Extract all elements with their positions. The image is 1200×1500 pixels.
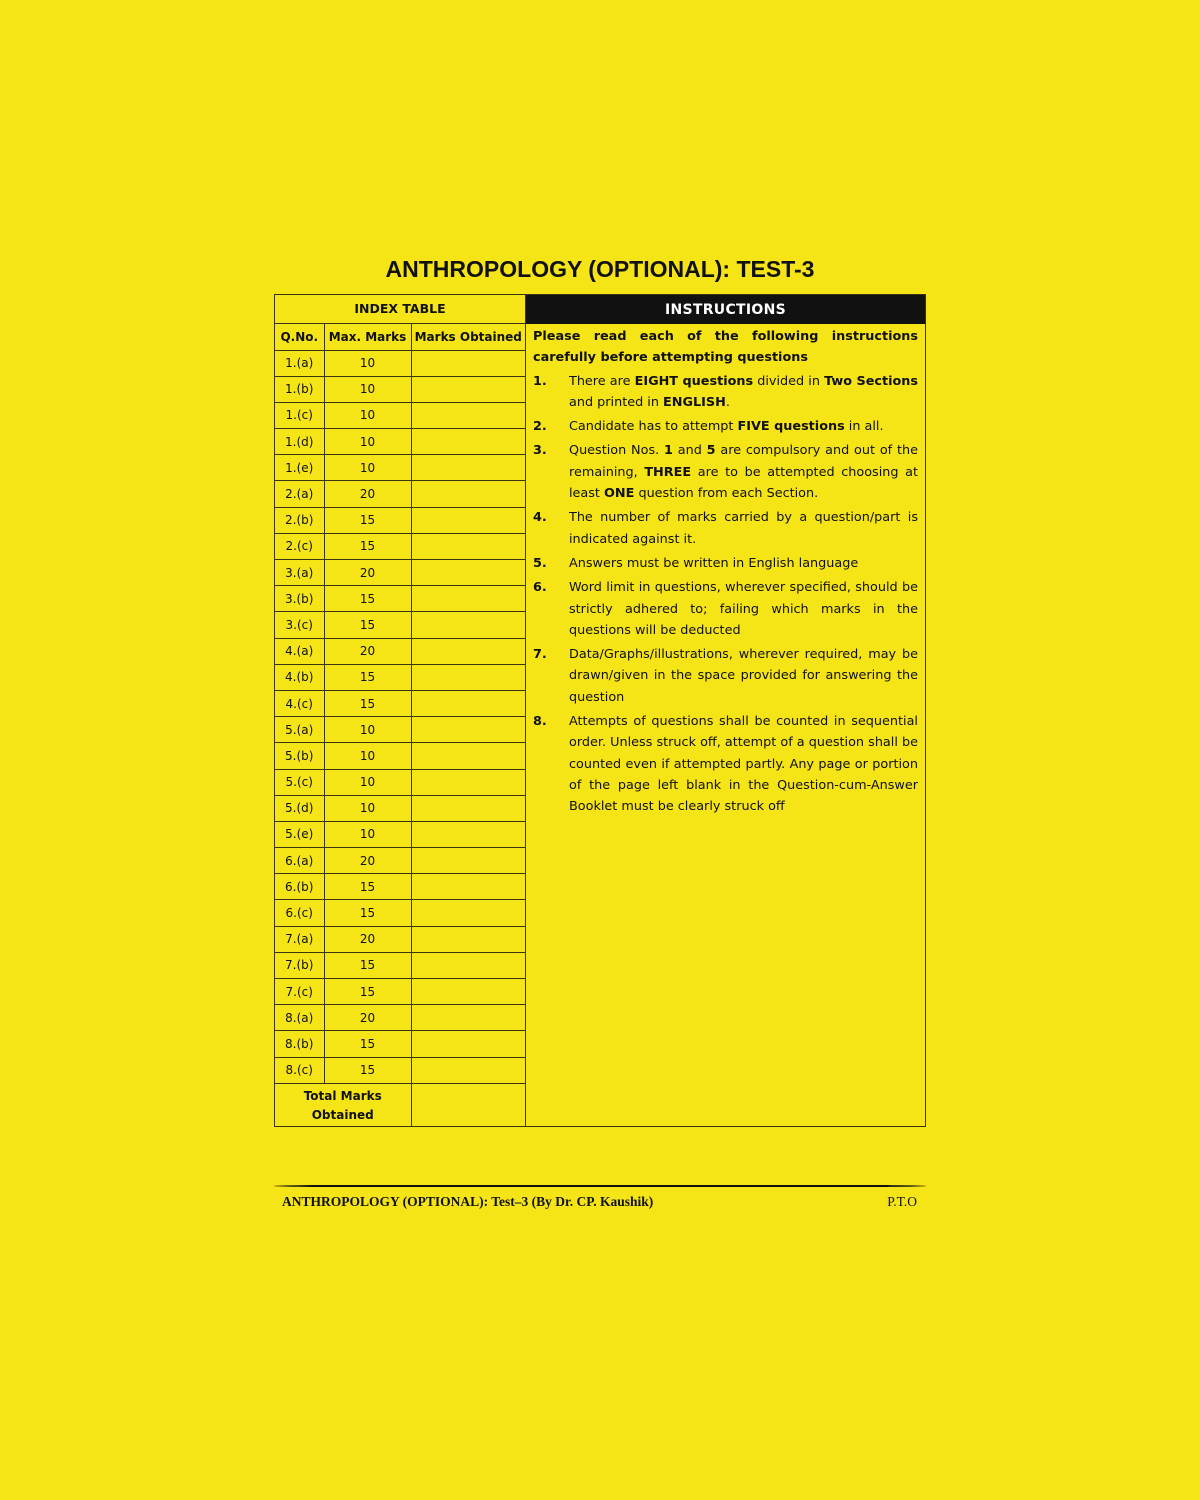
qno-cell: 5.(a) [275, 717, 324, 743]
instruction-item [533, 440, 918, 504]
qno-cell: 4.(b) [275, 664, 324, 690]
instruction-text-segment: and [672, 443, 707, 459]
marks-obtained-cell[interactable] [411, 533, 525, 559]
marks-obtained-cell[interactable] [411, 402, 525, 428]
qno-cell: 4.(c) [275, 690, 324, 716]
instructions-panel [526, 295, 925, 1126]
table-row [275, 664, 525, 690]
max-marks-cell: 10 [324, 429, 411, 455]
instruction-emphasis: Two Sections [824, 373, 919, 389]
instructions-intro: Please read each of the following instructions carefully before attempting questions [533, 329, 918, 366]
marks-obtained-cell[interactable] [411, 979, 525, 1005]
max-marks-cell: 10 [324, 402, 411, 428]
marks-obtained-cell[interactable] [411, 350, 525, 376]
marks-obtained-cell[interactable] [411, 926, 525, 952]
max-marks-cell: 15 [324, 612, 411, 638]
instruction-text-segment: Data/Graphs/illustrations, wherever required, may be drawn/given in the space provided for answering the question [569, 647, 918, 705]
column-header-max-marks: Max. Marks [324, 323, 411, 350]
table-row [275, 481, 525, 507]
instruction-text-segment: are compulsory and out of the remaining, [569, 443, 918, 480]
qno-cell: 2.(a) [275, 481, 324, 507]
total-marks-obtained-cell[interactable] [411, 1083, 525, 1127]
marks-obtained-cell[interactable] [411, 429, 525, 455]
marks-obtained-cell[interactable] [411, 455, 525, 481]
table-row [275, 874, 525, 900]
qno-cell: 7.(a) [275, 926, 324, 952]
instruction-text-segment: in all. [844, 419, 884, 435]
qno-cell: 6.(c) [275, 900, 324, 926]
max-marks-cell: 10 [324, 376, 411, 402]
marks-obtained-cell[interactable] [411, 769, 525, 795]
column-header-marks-obtained: Marks Obtained [411, 323, 525, 350]
qno-cell: 1.(a) [275, 350, 324, 376]
instruction-emphasis: FIVE questions [737, 419, 845, 435]
marks-obtained-cell[interactable] [411, 743, 525, 769]
marks-obtained-cell[interactable] [411, 1005, 525, 1031]
instruction-emphasis: 5 [706, 443, 716, 459]
instruction-text-segment: are to be attempted choosing at least [569, 464, 918, 502]
instruction-text-segment: and printed in [569, 394, 664, 410]
index-table [275, 295, 525, 1127]
marks-obtained-cell[interactable] [411, 1031, 525, 1057]
table-row [275, 795, 525, 821]
max-marks-cell: 20 [324, 481, 411, 507]
table-row [275, 533, 525, 559]
table-row [275, 979, 525, 1005]
table-row [275, 376, 525, 402]
cover-sheet [274, 294, 926, 1127]
page-title: ANTHROPOLOGY (OPTIONAL): TEST-3 [385, 256, 815, 282]
qno-cell: 2.(b) [275, 507, 324, 533]
marks-obtained-cell[interactable] [411, 638, 525, 664]
table-row [275, 455, 525, 481]
marks-obtained-cell[interactable] [411, 1057, 525, 1083]
instruction-text-segment: Question Nos. [569, 443, 665, 459]
total-marks-label-line2: Obtained [311, 1107, 374, 1122]
marks-obtained-cell[interactable] [411, 481, 525, 507]
max-marks-cell: 15 [324, 690, 411, 716]
instruction-text [569, 440, 918, 504]
table-row [275, 900, 525, 926]
marks-obtained-cell[interactable] [411, 900, 525, 926]
instruction-number: 2. [533, 419, 547, 435]
instruction-item [533, 553, 918, 574]
max-marks-cell: 15 [324, 1031, 411, 1057]
instruction-text [569, 711, 918, 817]
instruction-text-segment: . [725, 394, 730, 410]
max-marks-cell: 20 [324, 848, 411, 874]
max-marks-cell: 10 [324, 821, 411, 847]
instruction-text-segment: There are [569, 373, 635, 389]
instruction-emphasis: THREE [644, 464, 692, 480]
max-marks-cell: 20 [324, 560, 411, 586]
marks-obtained-cell[interactable] [411, 795, 525, 821]
max-marks-cell: 15 [324, 979, 411, 1005]
table-row [275, 1057, 525, 1083]
max-marks-cell: 20 [324, 926, 411, 952]
table-row [275, 638, 525, 664]
qno-cell: 8.(c) [275, 1057, 324, 1083]
instruction-number: 5. [533, 555, 547, 571]
instruction-number: 7. [533, 647, 547, 663]
max-marks-cell: 20 [324, 1005, 411, 1031]
instruction-number: 8. [533, 714, 547, 730]
qno-cell: 5.(d) [275, 795, 324, 821]
instruction-text-segment: Candidate has to attempt [569, 419, 738, 435]
qno-cell: 3.(c) [275, 612, 324, 638]
instruction-number: 3. [533, 443, 547, 459]
instruction-number: 6. [533, 580, 547, 596]
instruction-item [533, 644, 918, 708]
marks-obtained-cell[interactable] [411, 848, 525, 874]
instruction-text-segment: divided in [753, 373, 825, 389]
qno-cell: 1.(c) [275, 402, 324, 428]
max-marks-cell: 15 [324, 664, 411, 690]
max-marks-cell: 10 [324, 769, 411, 795]
qno-cell: 5.(e) [275, 821, 324, 847]
table-row [275, 612, 525, 638]
marks-obtained-cell[interactable] [411, 612, 525, 638]
qno-cell: 6.(a) [275, 848, 324, 874]
max-marks-cell: 15 [324, 533, 411, 559]
qno-cell: 3.(a) [275, 560, 324, 586]
table-row [275, 1031, 525, 1057]
table-row [275, 560, 525, 586]
qno-cell: 2.(c) [275, 533, 324, 559]
footer-divider [274, 1184, 926, 1188]
marks-obtained-cell[interactable] [411, 586, 525, 612]
max-marks-cell: 15 [324, 900, 411, 926]
table-row [275, 429, 525, 455]
max-marks-cell: 10 [324, 743, 411, 769]
qno-cell: 5.(c) [275, 769, 324, 795]
table-row [275, 586, 525, 612]
table-row [275, 402, 525, 428]
total-marks-label-line1: Total Marks [303, 1088, 382, 1103]
index-table-panel [275, 295, 526, 1126]
qno-cell: 6.(b) [275, 874, 324, 900]
marks-obtained-cell[interactable] [411, 507, 525, 533]
instruction-text [569, 371, 918, 414]
instruction-text [569, 507, 918, 550]
max-marks-cell: 15 [324, 507, 411, 533]
qno-cell: 3.(b) [275, 586, 324, 612]
instruction-item [533, 577, 918, 641]
table-row [275, 1005, 525, 1031]
table-row [275, 507, 525, 533]
table-row [275, 952, 525, 978]
instruction-text-segment: Word limit in questions, wherever specified, should be strictly adhered to; failing which marks in the questions will be deducted [569, 580, 918, 638]
footer-title: ANTHROPOLOGY (OPTIONAL): Test–3 (By Dr. CP. Kaushik) [282, 1194, 654, 1209]
table-row [275, 926, 525, 952]
qno-cell: 8.(a) [275, 1005, 324, 1031]
max-marks-cell: 15 [324, 874, 411, 900]
total-marks-label [275, 1083, 411, 1127]
instruction-text [569, 553, 918, 574]
qno-cell: 8.(b) [275, 1031, 324, 1057]
table-row [275, 848, 525, 874]
instruction-item [533, 371, 918, 414]
max-marks-cell: 15 [324, 952, 411, 978]
marks-obtained-cell[interactable] [411, 952, 525, 978]
marks-obtained-cell[interactable] [411, 821, 525, 847]
instruction-item [533, 507, 918, 550]
instruction-emphasis: 1 [664, 443, 673, 459]
qno-cell: 5.(b) [275, 743, 324, 769]
qno-cell: 7.(b) [275, 952, 324, 978]
marks-obtained-cell[interactable] [411, 690, 525, 716]
max-marks-cell: 10 [324, 350, 411, 376]
instructions-list [533, 371, 918, 818]
instruction-item [533, 416, 918, 437]
max-marks-cell: 10 [324, 795, 411, 821]
table-row [275, 821, 525, 847]
qno-cell: 7.(c) [275, 979, 324, 1005]
table-row [275, 743, 525, 769]
qno-cell: 1.(b) [275, 376, 324, 402]
qno-cell: 4.(a) [275, 638, 324, 664]
footer-pto: P.T.O [887, 1194, 917, 1209]
marks-obtained-cell[interactable] [411, 664, 525, 690]
instruction-text-segment: The number of marks carried by a question/part is indicated against it. [569, 510, 918, 547]
instruction-emphasis: ONE [604, 486, 635, 502]
max-marks-cell: 15 [324, 1057, 411, 1083]
max-marks-cell: 20 [324, 638, 411, 664]
instruction-text [569, 577, 918, 641]
max-marks-cell: 10 [324, 717, 411, 743]
qno-cell: 1.(e) [275, 455, 324, 481]
instruction-number: 4. [533, 510, 547, 526]
table-row [275, 769, 525, 795]
instruction-text [569, 644, 918, 708]
column-header-qno: Q.No. [275, 323, 324, 350]
instruction-number: 1. [533, 373, 547, 389]
table-row [275, 690, 525, 716]
instruction-text-segment: Answers must be written in English language [569, 555, 859, 571]
table-row [275, 350, 525, 376]
qno-cell: 1.(d) [275, 429, 324, 455]
marks-obtained-cell[interactable] [411, 376, 525, 402]
max-marks-cell: 15 [324, 586, 411, 612]
max-marks-cell: 10 [324, 455, 411, 481]
instruction-text [569, 416, 918, 437]
instruction-text-segment: question from each Section. [634, 486, 819, 502]
index-table-title: INDEX TABLE [275, 295, 525, 323]
marks-obtained-cell[interactable] [411, 874, 525, 900]
instructions-title: INSTRUCTIONS [526, 295, 925, 324]
table-row [275, 717, 525, 743]
instruction-item [533, 711, 918, 817]
instruction-emphasis: ENGLISH [663, 394, 726, 410]
instruction-emphasis: EIGHT questions [634, 373, 754, 389]
marks-obtained-cell[interactable] [411, 717, 525, 743]
instruction-text-segment: Attempts of questions shall be counted in sequential order. Unless struck off, attempt of a question shall be counted even if attempted partly. Any page or portion of the page left blank in the Question-cum-Answer Booklet must be clearly struck off [569, 714, 918, 815]
marks-obtained-cell[interactable] [411, 560, 525, 586]
